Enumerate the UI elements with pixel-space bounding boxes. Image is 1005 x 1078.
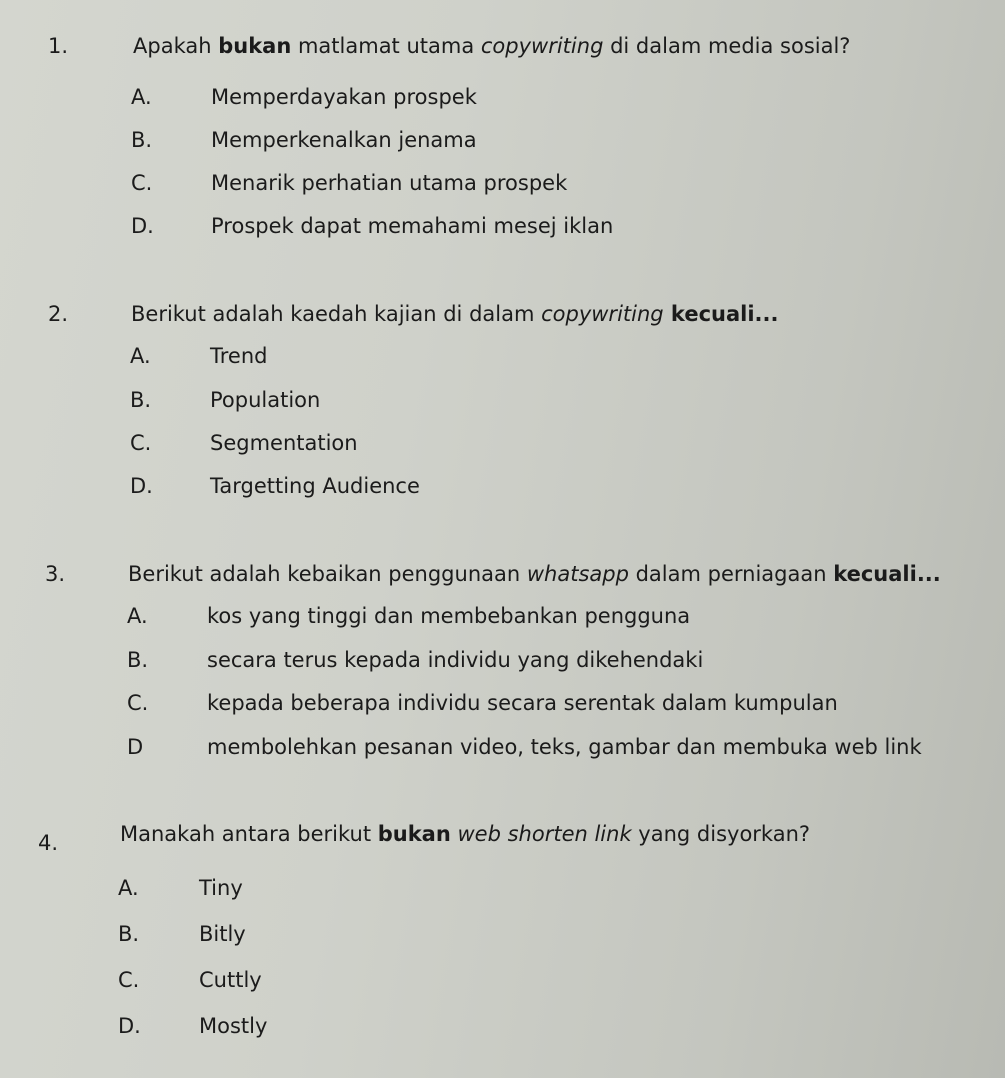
question-number: 2.	[48, 302, 69, 326]
option-text: Trend	[210, 344, 268, 368]
question-text: Berikut adalah kaedah kajian di dalam copywriting kecuali...	[131, 302, 779, 326]
option-text: kepada beberapa individu secara serentak dalam kumpulan	[207, 691, 838, 715]
option-letter: B.	[130, 388, 152, 412]
option-letter: C.	[131, 171, 153, 195]
option-letter: B.	[131, 128, 153, 152]
option-text: kos yang tinggi dan membebankan pengguna	[207, 604, 691, 628]
option-text: Prospek dapat memahami mesej iklan	[211, 214, 614, 238]
option-text: Tiny	[199, 876, 243, 900]
option-text: Bitly	[199, 922, 246, 946]
option-letter: A.	[118, 876, 139, 900]
question-number: 1.	[48, 34, 69, 58]
option-letter: B.	[118, 922, 140, 946]
option-letter: A.	[131, 85, 152, 109]
option-text: Population	[210, 388, 321, 412]
option-text: secara terus kepada individu yang dikehendaki	[207, 648, 704, 672]
option-letter: D.	[131, 214, 154, 238]
option-letter: C.	[130, 431, 152, 455]
question-text: Berikut adalah kebaikan penggunaan whatsapp dalam perniagaan kecuali...	[128, 562, 941, 586]
question-text: Apakah bukan matlamat utama copywriting di dalam media sosial?	[133, 34, 851, 58]
option-letter: D	[127, 735, 144, 759]
option-letter: B.	[127, 648, 149, 672]
question-number: 3.	[45, 562, 66, 586]
option-text: Cuttly	[199, 968, 262, 992]
option-letter: C.	[118, 968, 140, 992]
option-text: membolehkan pesanan video, teks, gambar dan membuka web link	[207, 735, 922, 759]
option-text: Targetting Audience	[210, 474, 420, 498]
question-text: Manakah antara berikut bukan web shorten link yang disyorkan?	[120, 822, 811, 846]
option-letter: D.	[130, 474, 153, 498]
option-text: Memperkenalkan jenama	[211, 128, 477, 152]
option-text: Segmentation	[210, 431, 358, 455]
option-letter: A.	[130, 344, 151, 368]
option-letter: C.	[127, 691, 149, 715]
option-letter: D.	[118, 1014, 141, 1038]
option-text: Memperdayakan prospek	[211, 85, 477, 109]
option-text: Menarik perhatian utama prospek	[211, 171, 568, 195]
question-number: 4.	[38, 831, 59, 855]
option-letter: A.	[127, 604, 148, 628]
option-text: Mostly	[199, 1014, 268, 1038]
